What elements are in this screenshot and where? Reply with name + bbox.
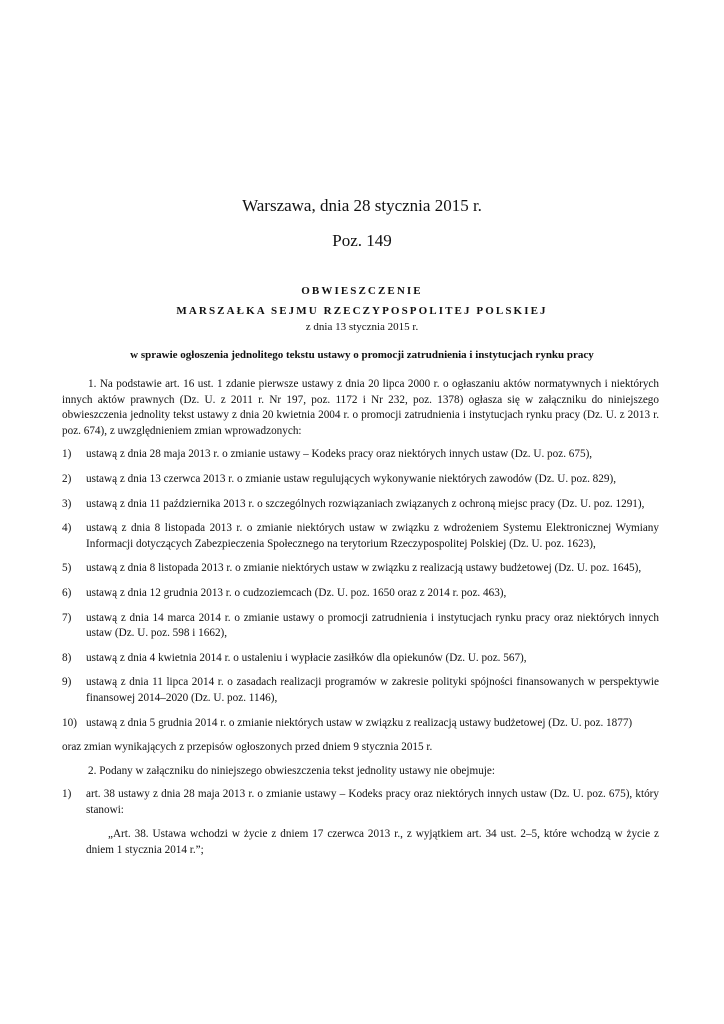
list-text: ustawą z dnia 11 lipca 2014 r. o zasadach realizacji programów w zakresie polityki spójności finansowanych w perspektywie finansowej 2014–2020 (Dz. U. poz. 1146),	[86, 676, 659, 704]
list-text: ustawą z dnia 13 czerwca 2013 r. o zmianie ustaw regulujących wykonywanie niektórych zawodów (Dz. U. poz. 829),	[86, 472, 616, 485]
list-number: 7)	[62, 611, 72, 624]
list-number: 9)	[62, 676, 72, 689]
list-number: 10)	[62, 716, 77, 729]
amendments-list	[62, 447, 659, 731]
list-number: 4)	[62, 522, 72, 535]
list-text: ustawą z dnia 8 listopada 2013 r. o zmianie niektórych ustaw w związku z wdrożeniem Systemu Elektronicznej Wymiany Informacji dotyczących Zabezpieczenia Społecznego na terytorium Rzeczypospolitej Polskiej (Dz. U. poz. 1623),	[86, 522, 659, 550]
list-number: 2)	[62, 472, 72, 485]
list-item	[62, 472, 659, 488]
list-item	[62, 521, 659, 552]
list-text: ustawą z dnia 11 października 2013 r. o szczególnych rozwiązaniach związanych z ochroną miejsc pracy (Dz. U. poz. 1291),	[86, 497, 645, 510]
list-text: ustawą z dnia 12 grudnia 2013 r. o cudzoziemcach (Dz. U. poz. 1650 oraz z 2014 r. poz. 463),	[86, 586, 507, 599]
title-line-2: MARSZAŁKA SEJMU RZECZYPOSPOLITEJ POLSKIEJ	[176, 305, 548, 317]
place-date: Warszawa, dnia 28 stycznia 2015 r.	[242, 196, 482, 215]
list-item	[62, 586, 659, 602]
list-number: 5)	[62, 562, 72, 575]
document-body	[62, 377, 659, 859]
after-list-paragraph: oraz zmian wynikających z przepisów ogłoszonych przed dniem 9 stycznia 2015 r.	[62, 741, 433, 754]
list-text: ustawą z dnia 4 kwietnia 2014 r. o ustaleniu i wypłacie zasiłków dla opiekunów (Dz. U. poz. 567),	[86, 651, 527, 664]
intro-paragraph: 1. Na podstawie art. 16 ust. 1 zdanie pierwsze ustawy z dnia 20 lipca 2000 r. o ogłaszaniu aktów normatywnych i niektórych innych aktów prawnych (Dz. U. z 2011 r. Nr 197, poz. 1172 i Nr 232, poz. 1378) ogłasza się w załączniku do niniejszego obwieszczenia jednolity tekst ustawy z dnia 20 kwietnia 2004 r. o promocji zatrudnienia i instytucjach rynku pracy (Dz. U. z 2013 r. poz. 674), z uwzględnieniem zmian wprowadzonych:	[62, 378, 659, 437]
list-item	[62, 611, 659, 642]
list-item	[62, 447, 659, 463]
list-text: ustawą z dnia 5 grudnia 2014 r. o zmianie niektórych ustaw w związku z realizacją ustawy budżetowej (Dz. U. poz. 1877)	[86, 716, 633, 729]
section-2-paragraph: 2. Podany w załączniku do niniejszego obwieszczenia tekst jednolity ustawy nie obejmuje:	[88, 764, 495, 777]
excluded-item	[62, 787, 659, 818]
list-number: 3)	[62, 497, 72, 510]
document-title	[0, 281, 724, 321]
list-number: 1)	[62, 788, 72, 801]
position-number: Poz. 149	[332, 231, 392, 250]
list-item	[62, 651, 659, 667]
list-item	[62, 716, 659, 732]
list-text: ustawą z dnia 14 marca 2014 r. o zmianie ustawy o promocji zatrudnienia i instytucjach rynku pracy oraz niektórych innych ustaw (Dz. U. poz. 598 i 1662),	[86, 611, 659, 640]
title-line-1: OBWIESZCZENIE	[301, 285, 423, 297]
list-number: 8)	[62, 651, 72, 664]
document-date: z dnia 13 stycznia 2015 r.	[305, 321, 419, 333]
list-item	[62, 675, 659, 706]
list-number: 6)	[62, 586, 72, 599]
quoted-article: „Art. 38. Ustawa wchodzi w życie z dniem 17 czerwca 2013 r., z wyjątkiem art. 34 ust. 2–5, które wchodzą w życie z dniem 1 stycznia 2014 r.”;	[86, 828, 659, 857]
list-text: ustawą z dnia 28 maja 2013 r. o zmianie ustawy – Kodeks pracy oraz niektórych innych ustaw (Dz. U. poz. 675),	[86, 448, 593, 461]
list-item	[62, 497, 659, 513]
list-number: 1)	[62, 448, 72, 461]
list-text: ustawą z dnia 8 listopada 2013 r. o zmianie niektórych ustaw w związku z realizacją ustawy budżetowej (Dz. U. poz. 1645),	[86, 562, 642, 575]
list-item	[62, 561, 659, 577]
list-text: art. 38 ustawy z dnia 28 maja 2013 r. o zmianie ustawy – Kodeks pracy oraz niektórych innych ustaw (Dz. U. poz. 675), który stanowi:	[86, 788, 659, 816]
document-subject: w sprawie ogłoszenia jednolitego tekstu ustawy o promocji zatrudnienia i instytucjach rynku pracy	[130, 349, 594, 361]
